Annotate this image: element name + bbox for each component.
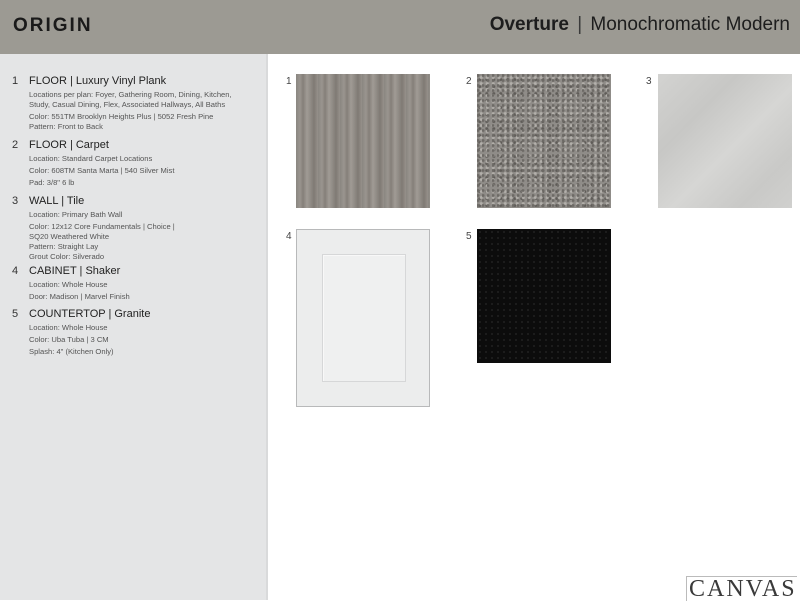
spec-line: Location: Primary Bath Wall xyxy=(29,210,123,219)
spec-line: Color: 551TM Brooklyn Heights Plus | 5052 Fresh Pine xyxy=(29,112,214,121)
spec-line: Pattern: Straight Lay xyxy=(29,242,99,251)
spec-number: 1 xyxy=(12,75,19,87)
spec-number: 4 xyxy=(12,265,19,277)
spec-line: Pattern: Front to Back xyxy=(29,122,103,131)
swatch-number: 1 xyxy=(286,76,292,87)
spec-line: Grout Color: Silverado xyxy=(29,252,105,261)
swatch-granite-countertop xyxy=(477,229,611,363)
spec-line: Location: Whole House xyxy=(29,323,108,332)
page-title xyxy=(490,14,790,36)
swatch-number: 4 xyxy=(286,231,292,242)
spec-heading: FLOOR | Luxury Vinyl Plank xyxy=(29,75,167,87)
swatch-carpet xyxy=(477,74,611,208)
swatch-cabinet-door xyxy=(296,229,430,407)
spec-line: Splash: 4" (Kitchen Only) xyxy=(29,347,114,356)
canvas-logo: CANVAS xyxy=(686,576,797,601)
brand-logo: ORIGIN xyxy=(13,15,93,36)
spec-line: Location: Whole House xyxy=(29,280,108,289)
spec-line: Color: Uba Tuba | 3 CM xyxy=(29,335,109,344)
spec-line: Pad: 3/8" 6 lb xyxy=(29,178,75,187)
spec-heading: COUNTERTOP | Granite xyxy=(29,308,151,320)
header xyxy=(0,0,800,54)
spec-line: Color: 608TM Santa Marta | 540 Silver Mist xyxy=(29,166,175,175)
spec-sidebar xyxy=(0,54,268,600)
spec-line: Door: Madison | Marvel Finish xyxy=(29,292,130,301)
spec-line: Location: Standard Carpet Locations xyxy=(29,154,153,163)
spec-line: Locations per plan: Foyer, Gathering Room, Dining, Kitchen, xyxy=(29,90,232,99)
spec-heading: FLOOR | Carpet xyxy=(29,139,109,151)
swatch-wall-tile xyxy=(658,74,792,208)
spec-line: SQ20 Weathered White xyxy=(29,232,110,241)
spec-number: 2 xyxy=(12,139,19,151)
spec-number: 3 xyxy=(12,195,19,207)
title-separator: | xyxy=(577,14,583,35)
spec-number: 5 xyxy=(12,308,19,320)
spec-line: Study, Casual Dining, Flex, Associated Hallways, All Baths xyxy=(29,100,226,109)
scheme-name: Monochromatic Modern xyxy=(590,14,790,35)
swatch-number: 2 xyxy=(466,76,472,87)
spec-line: Color: 12x12 Core Fundamentals | Choice | xyxy=(29,222,175,231)
swatch-number: 5 xyxy=(466,231,472,242)
collection-name: Overture xyxy=(489,14,569,35)
swatch-luxury-vinyl-plank xyxy=(296,74,430,208)
spec-heading: CABINET | Shaker xyxy=(29,265,121,277)
swatch-number: 3 xyxy=(646,76,652,87)
spec-heading: WALL | Tile xyxy=(29,195,85,207)
cabinet-panel xyxy=(322,254,406,382)
